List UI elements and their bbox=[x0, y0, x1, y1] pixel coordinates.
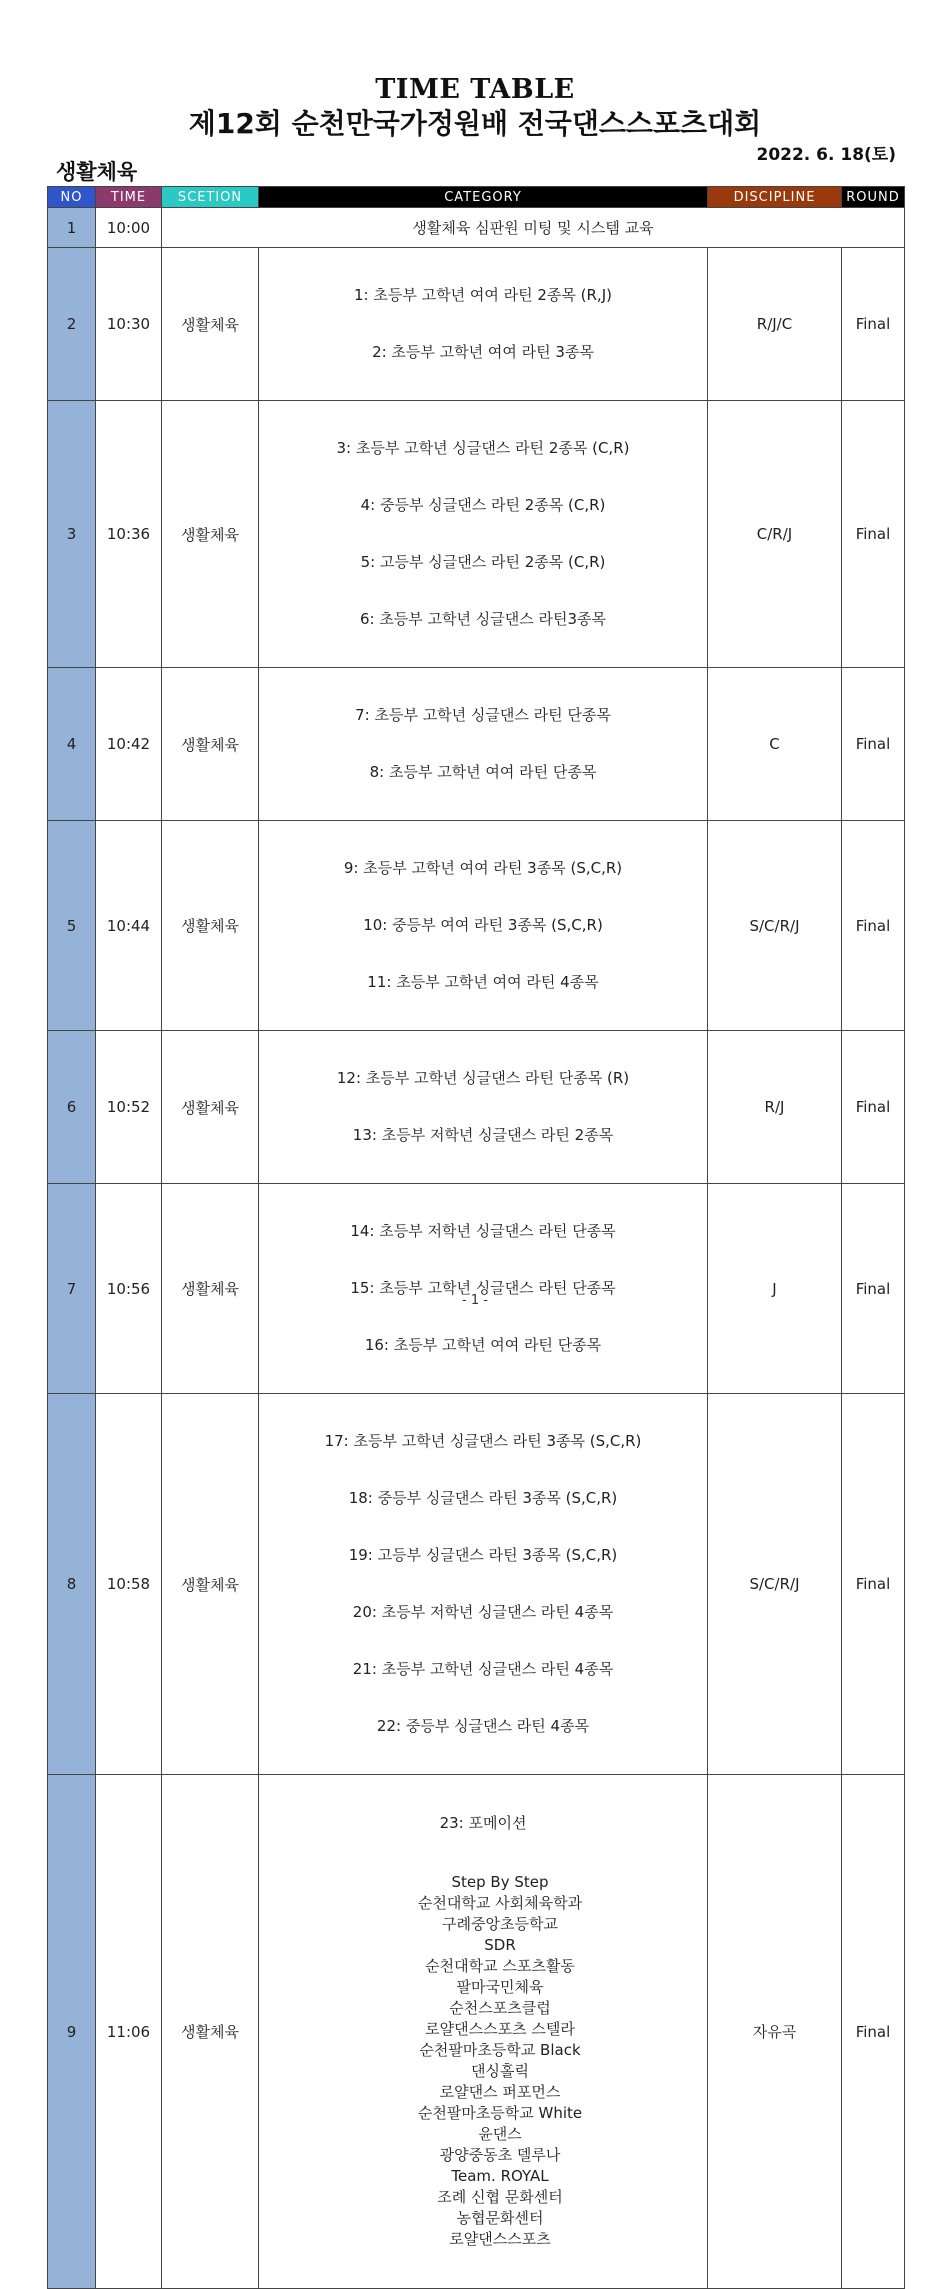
row-category bbox=[259, 1184, 708, 1394]
row-time: 10:30 bbox=[96, 248, 162, 401]
col-no: NO bbox=[48, 187, 96, 208]
row-discipline: S/C/R/J bbox=[708, 821, 842, 1031]
category-line: 17: 초등부 고학년 싱글댄스 라틴 3종목 (S,C,R) bbox=[324, 1432, 642, 1450]
table-row bbox=[48, 1031, 905, 1184]
category-line: 8: 초등부 고학년 여여 라틴 단종목 bbox=[369, 763, 597, 781]
row-round: Final bbox=[842, 401, 905, 668]
row-no: 3 bbox=[48, 401, 96, 668]
row-round: Final bbox=[842, 1775, 905, 2289]
category-line: 15: 초등부 고학년 싱글댄스 라틴 단종목 bbox=[350, 1279, 616, 1297]
row-category bbox=[259, 821, 708, 1031]
row-discipline: R/J/C bbox=[708, 248, 842, 401]
team-name: 댄싱홀릭 bbox=[471, 2062, 529, 2080]
row-round: Final bbox=[842, 1184, 905, 1394]
row-discipline: J bbox=[708, 1184, 842, 1394]
row-category bbox=[259, 1394, 708, 1775]
team-name: 구례중앙초등학교 bbox=[442, 1915, 558, 1933]
category-line: 14: 초등부 저학년 싱글댄스 라틴 단종목 bbox=[350, 1222, 616, 1240]
team-name: 순천팔마초등학교 Black bbox=[419, 2041, 581, 2059]
row-no: 7 bbox=[48, 1184, 96, 1394]
row-time: 11:06 bbox=[96, 1775, 162, 2289]
category-line: 13: 초등부 저학년 싱글댄스 라틴 2종목 bbox=[352, 1126, 614, 1144]
event-date: 2022. 6. 18(토) bbox=[756, 145, 896, 165]
row-section: 생활체육 bbox=[162, 1031, 259, 1184]
row-round: Final bbox=[842, 1031, 905, 1184]
row-section: 생활체육 bbox=[162, 248, 259, 401]
row-no: 4 bbox=[48, 668, 96, 821]
row-time: 10:44 bbox=[96, 821, 162, 1031]
team-name: 순천팔마초등학교 White bbox=[417, 2104, 583, 2122]
row-discipline: R/J bbox=[708, 1031, 842, 1184]
row-round: Final bbox=[842, 248, 905, 401]
category-line: 12: 초등부 고학년 싱글댄스 라틴 단종목 (R) bbox=[336, 1069, 630, 1087]
row-section: 생활체육 bbox=[162, 821, 259, 1031]
category-line: 3: 초등부 고학년 싱글댄스 라틴 2종목 (C,R) bbox=[336, 439, 630, 457]
row-category: 생활체육 심판원 미팅 및 시스템 교육 bbox=[162, 208, 905, 248]
category-line: 6: 초등부 고학년 싱글댄스 라틴3종목 bbox=[359, 610, 607, 628]
formation-team-list bbox=[259, 1872, 707, 2250]
category-line: 18: 중등부 싱글댄스 라틴 3종목 (S,C,R) bbox=[348, 1489, 618, 1507]
team-name: 윤댄스 bbox=[478, 2125, 522, 2143]
team-name: 순천대학교 사회체육학과 bbox=[417, 1894, 583, 1912]
row-section: 생활체육 bbox=[162, 668, 259, 821]
row-no: 2 bbox=[48, 248, 96, 401]
row-no: 6 bbox=[48, 1031, 96, 1184]
timetable bbox=[47, 186, 905, 2289]
section-label: 생활체육 bbox=[56, 160, 138, 184]
row-round: Final bbox=[842, 668, 905, 821]
team-name: 팔마국민체육 bbox=[456, 1978, 544, 1996]
table-row bbox=[48, 1184, 905, 1394]
category-line: 4: 중등부 싱글댄스 라틴 2종목 (C,R) bbox=[360, 496, 606, 514]
row-category bbox=[259, 401, 708, 668]
category-line: 22: 중등부 싱글댄스 라틴 4종목 bbox=[376, 1717, 590, 1735]
row-section: 생활체육 bbox=[162, 1184, 259, 1394]
row-round: Final bbox=[842, 821, 905, 1031]
table-row bbox=[48, 401, 905, 668]
table-row bbox=[48, 1394, 905, 1775]
category-line: 9: 초등부 고학년 여여 라틴 3종목 (S,C,R) bbox=[343, 859, 623, 877]
header-row bbox=[48, 187, 905, 208]
row-time: 10:56 bbox=[96, 1184, 162, 1394]
row-section: 생활체육 bbox=[162, 1394, 259, 1775]
col-discipline: DISCIPLINE bbox=[708, 187, 842, 208]
table-row bbox=[48, 208, 905, 248]
category-line: 2: 초등부 고학년 여여 라틴 3종목 bbox=[372, 343, 594, 361]
team-name: Team. ROYAL bbox=[451, 2167, 549, 2185]
col-time: TIME bbox=[96, 187, 162, 208]
col-section: SCETION bbox=[162, 187, 259, 208]
row-discipline: 자유곡 bbox=[708, 1775, 842, 2289]
row-discipline: C/R/J bbox=[708, 401, 842, 668]
row-time: 10:52 bbox=[96, 1031, 162, 1184]
category-line: 19: 고등부 싱글댄스 라틴 3종목 (S,C,R) bbox=[348, 1546, 618, 1564]
col-round: ROUND bbox=[842, 187, 905, 208]
row-category bbox=[259, 1775, 708, 2289]
team-name: 광양중동초 델루나 bbox=[439, 2146, 561, 2164]
team-name: 순천대학교 스포츠활동 bbox=[425, 1957, 575, 1975]
team-name: 로얄댄스 퍼포먼스 bbox=[439, 2083, 561, 2101]
team-name: SDR bbox=[484, 1936, 516, 1954]
category-line: 5: 고등부 싱글댄스 라틴 2종목 (C,R) bbox=[360, 553, 606, 571]
category-line: 20: 초등부 저학년 싱글댄스 라틴 4종목 bbox=[352, 1603, 614, 1621]
team-name: 로얄댄스스포츠 bbox=[449, 2230, 551, 2248]
page-number: - 1 - bbox=[462, 1293, 488, 1308]
team-name: 조례 신협 문화센터 bbox=[437, 2188, 563, 2206]
row-no: 8 bbox=[48, 1394, 96, 1775]
table-row bbox=[48, 821, 905, 1031]
col-category: CATEGORY bbox=[259, 187, 708, 208]
title-ko: 제12회 순천만국가정원배 전국댄스스포츠대회 bbox=[188, 107, 762, 140]
row-section: 생활체육 bbox=[162, 401, 259, 668]
row-discipline: S/C/R/J bbox=[708, 1394, 842, 1775]
title-en: TIME TABLE bbox=[375, 74, 575, 105]
row-time: 10:36 bbox=[96, 401, 162, 668]
row-section: 생활체육 bbox=[162, 1775, 259, 2289]
category-line: 1: 초등부 고학년 여여 라틴 2종목 (R,J) bbox=[354, 286, 612, 304]
team-name: 순천스포츠클럽 bbox=[449, 1999, 551, 2017]
row-category bbox=[259, 1031, 708, 1184]
row-time: 10:00 bbox=[96, 208, 162, 248]
team-name: 농협문화센터 bbox=[456, 2209, 544, 2227]
row-no: 9 bbox=[48, 1775, 96, 2289]
row-no: 1 bbox=[48, 208, 96, 248]
row-no: 5 bbox=[48, 821, 96, 1031]
category-line: 11: 초등부 고학년 여여 라틴 4종목 bbox=[367, 973, 599, 991]
team-name: Step By Step bbox=[451, 1873, 549, 1891]
table-row bbox=[48, 248, 905, 401]
row-time: 10:42 bbox=[96, 668, 162, 821]
category-line: 21: 초등부 고학년 싱글댄스 라틴 4종목 bbox=[352, 1660, 614, 1678]
category-line: 16: 초등부 고학년 여여 라틴 단종목 bbox=[364, 1336, 602, 1354]
category-line: 7: 초등부 고학년 싱글댄스 라틴 단종목 bbox=[355, 706, 611, 724]
row-category bbox=[259, 248, 708, 401]
table-row bbox=[48, 668, 905, 821]
row-round: Final bbox=[842, 1394, 905, 1775]
row-discipline: C bbox=[708, 668, 842, 821]
team-name: 로얄댄스스포츠 스텔라 bbox=[425, 2020, 575, 2038]
category-line: 23: 포메이션 bbox=[439, 1814, 527, 1832]
row-category bbox=[259, 668, 708, 821]
row-time: 10:58 bbox=[96, 1394, 162, 1775]
table-row bbox=[48, 1775, 905, 2289]
category-line: 10: 중등부 여여 라틴 3종목 (S,C,R) bbox=[363, 916, 603, 934]
